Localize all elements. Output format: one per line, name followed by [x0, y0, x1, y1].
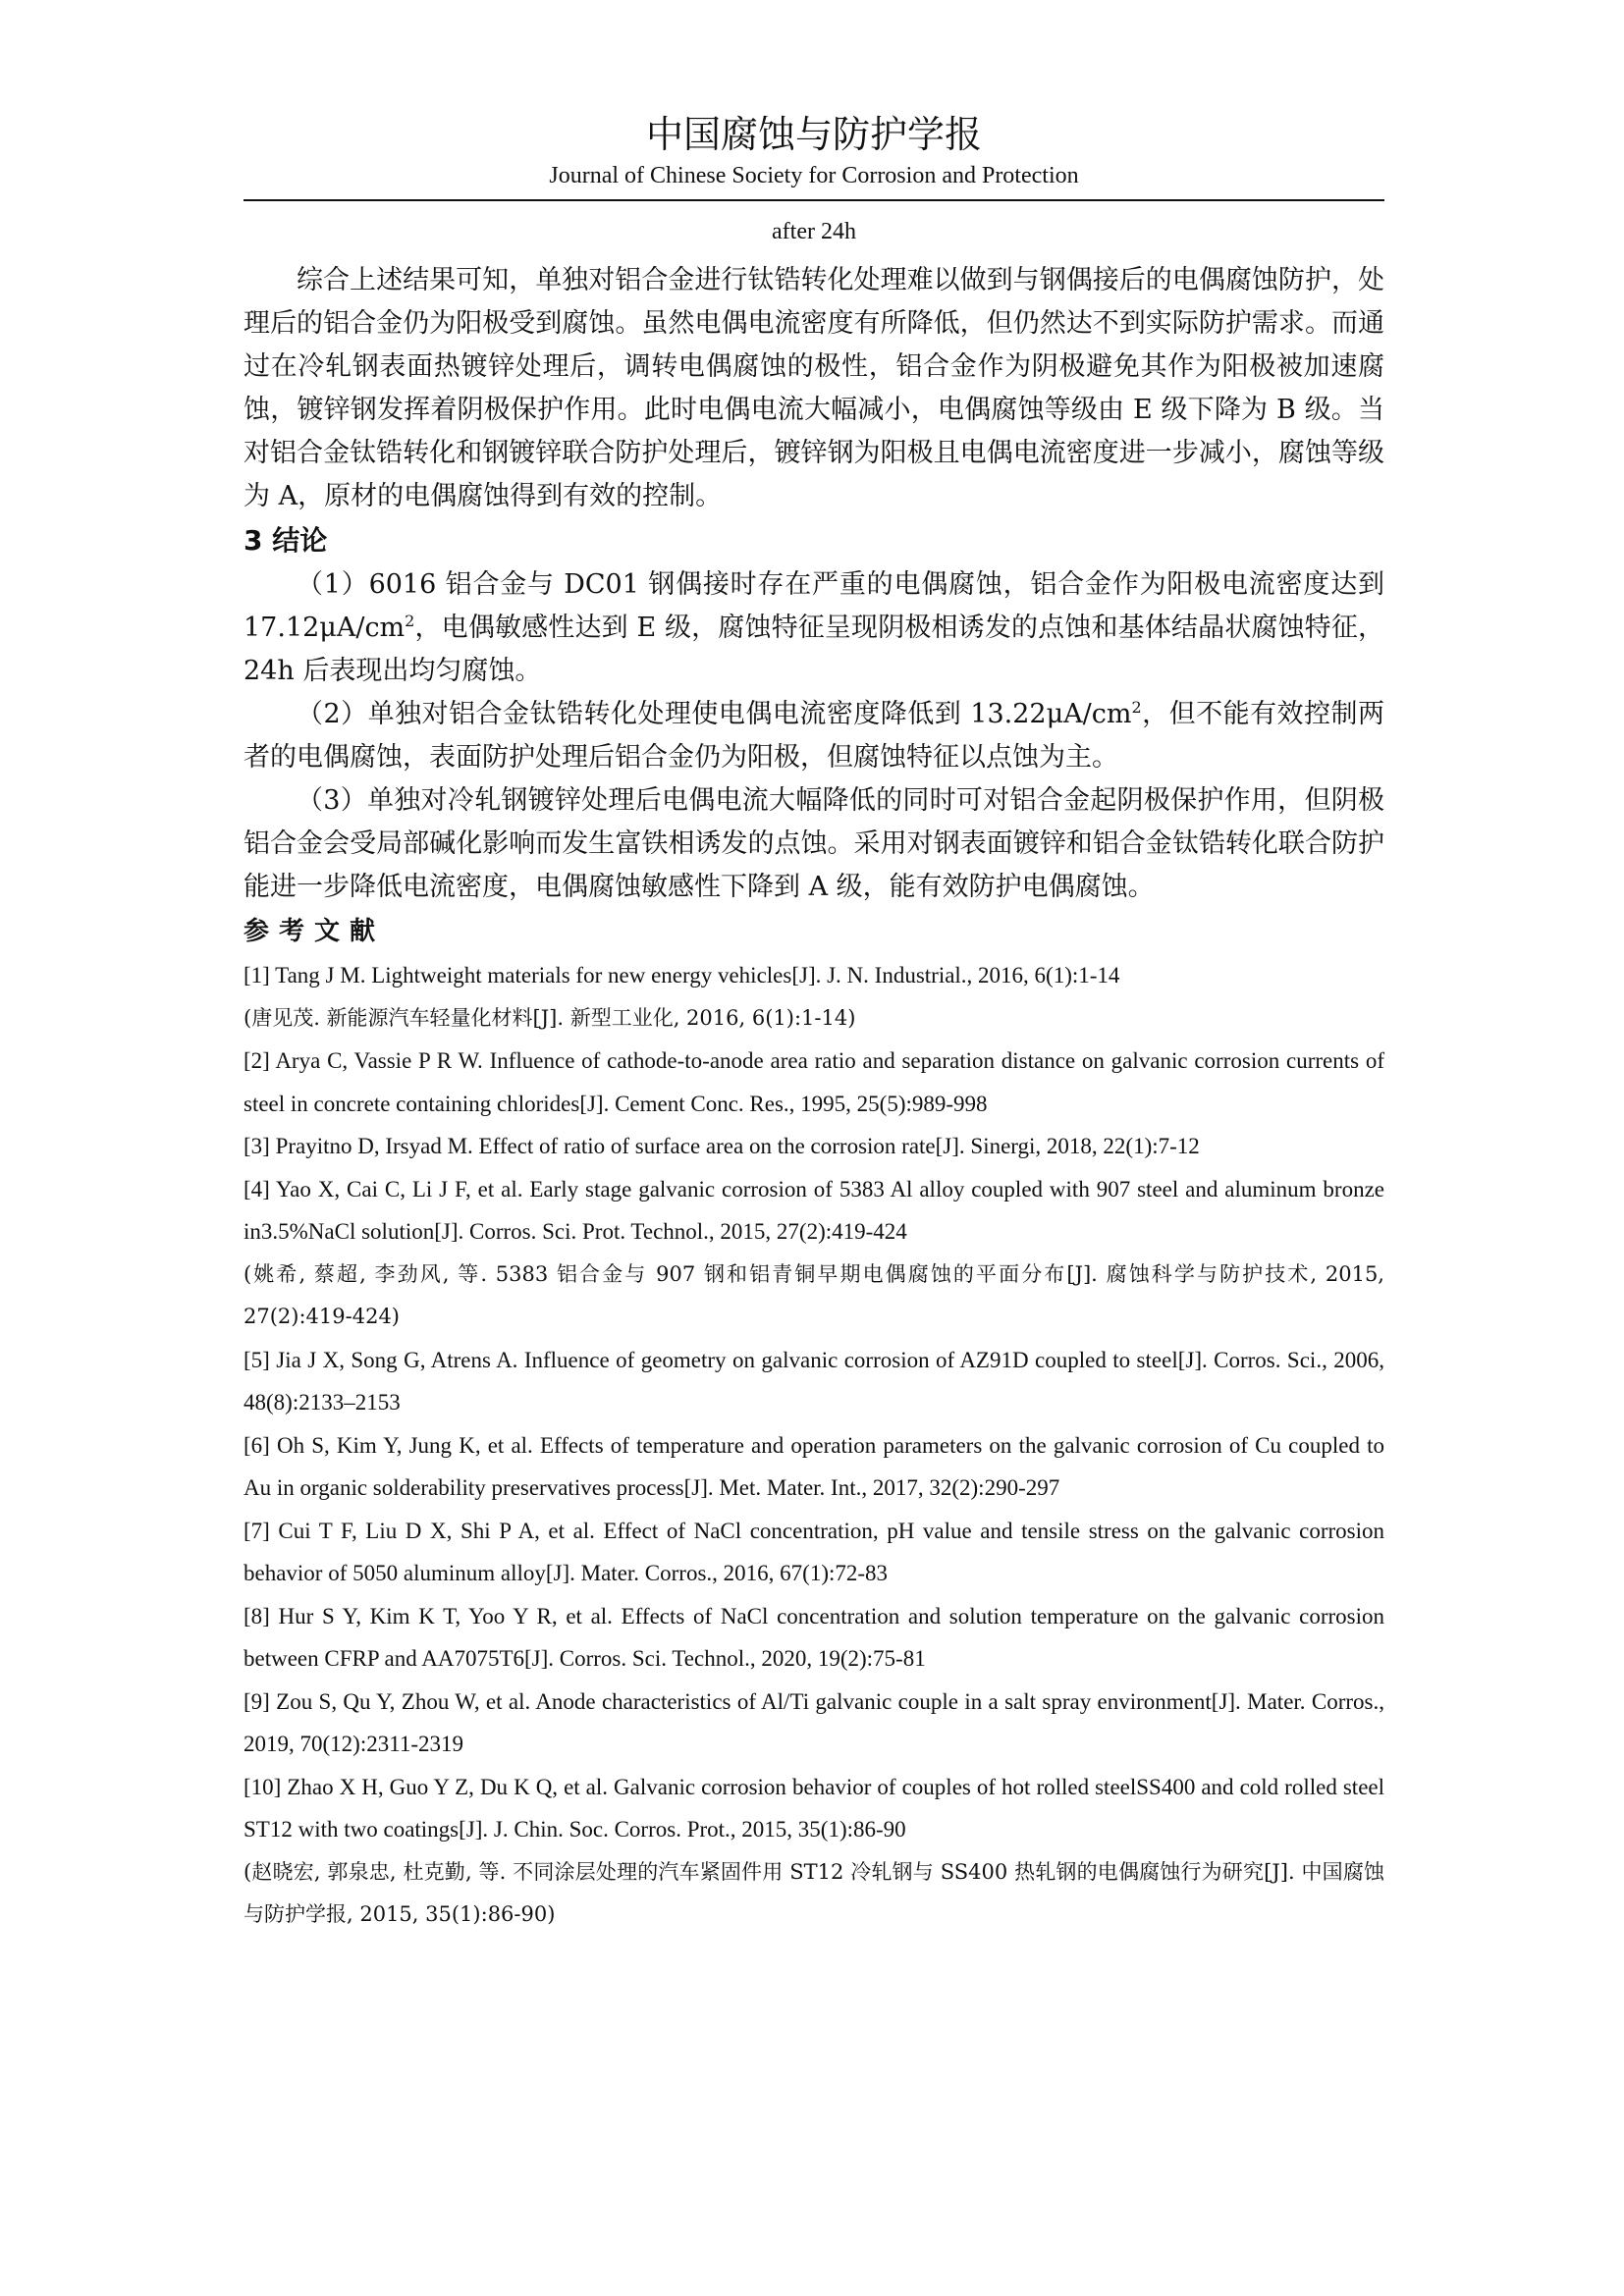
summary-paragraph: 综合上述结果可知，单独对铝合金进行钛锆转化处理难以做到与钢偶接后的电偶腐蚀防护，处理后的铝合金仍为阳极受到腐蚀。虽然电偶电流密度有所降低，但仍然达不到实际防护需求。而通过在冷轧钢表面热镀锌处理后，调转电偶腐蚀的极性，铝合金作为阴极避免其作为阳极被加速腐蚀，镀锌钢发挥着阴极保护作用。此时电偶电流大幅减小，电偶腐蚀等级由 E 级下降为 B 级。当对铝合金钛锆转化和钢镀锌联合防护处理后，镀锌钢为阳极且电偶电流密度进一步减小，腐蚀等级为 A，原材的电偶腐蚀得到有效的控制。 — [244, 265, 1384, 511]
reference-7: [7] Cui T F, Liu D X, Shi P A, et al. Effect of NaCl concentration, pH value and tensile stress on the galvanic corrosion behavior of 5050 aluminum alloy[J]. Mater. Corros., 2016, 67(1):72-83 — [244, 1518, 1384, 1585]
reference-1-chinese: (唐见茂. 新能源汽车轻量化材料[J]. 新型工业化, 2016, 6(1):1-14) — [244, 1005, 856, 1030]
reference-1: [1] Tang J M. Lightweight materials for new energy vehicles[J]. J. N. Industrial., 2016, 6(1):1-14 — [244, 963, 1120, 988]
reference-3: [3] Prayitno D, Irsyad M. Effect of ratio of surface area on the corrosion rate[J]. Sinergi, 2018, 22(1):7-12 — [244, 1134, 1200, 1158]
reference-6: [6] Oh S, Kim Y, Jung K, et al. Effects of temperature and operation parameters on the galvanic corrosion of Cu coupled to Au in organic solderability preservatives process[J]. Met. Mater. Int., 2017, 32(2):290-297 — [244, 1432, 1384, 1500]
reference-4: [4] Yao X, Cai C, Li J F, et al. Early stage galvanic corrosion of 5383 Al alloy coupled with 907 steel and aluminum bronze in3.5%NaCl solution[J]. Corros. Sci. Prot. Technol., 2015, 27(2):419-424 — [244, 1176, 1384, 1244]
conclusion-2-text-b: ，但不能有效控制两者的电偶腐蚀，表面防护处理后铝合金仍为阳极，但腐蚀特征以点蚀为主。 — [244, 699, 1384, 773]
conclusion-1-text-a: （1）6016 铝合金与 DC01 钢偶接时存在严重的电偶腐蚀，铝合金作为阳极电流密度达到 17.12μA/cm — [244, 569, 1384, 643]
main-content — [244, 212, 1384, 1937]
header-divider — [244, 199, 1384, 201]
section-heading-conclusion: 3 结论 — [244, 524, 328, 557]
reference-10: [10] Zhao X H, Guo Y Z, Du K Q, et al. Galvanic corrosion behavior of couples of hot rolled steelSS400 and cold rolled steel ST12 with two coatings[J]. J. Chin. Soc. Corros. Prot., 2015, 35(1):86-90 — [244, 1774, 1384, 1842]
conclusion-3: （3）单独对冷轧钢镀锌处理后电偶电流大幅降低的同时可对铝合金起阴极保护作用，但阴极铝合金会受局部碱化影响而发生富铁相诱发的点蚀。采用对钢表面镀锌和铝合金钛锆转化联合防护能进一步降低电流密度，电偶腐蚀敏感性下降到 A 级，能有效防护电偶腐蚀。 — [244, 785, 1384, 902]
reference-5: [5] Jia J X, Song G, Atrens A. Influence of geometry on galvanic corrosion of AZ91D coupled to steel[J]. Corros. Sci., 2006, 48(8):2133–2153 — [244, 1347, 1384, 1415]
journal-title-english: Journal of Chinese Society for Corrosion and Protection — [549, 163, 1079, 188]
superscript: 2 — [405, 612, 415, 630]
journal-title-chinese: 中国腐蚀与防护学报 — [645, 113, 982, 156]
conclusion-2 — [244, 693, 1384, 779]
reference-9: [9] Zou S, Qu Y, Zhou W, et al. Anode characteristics of Al/Ti galvanic couple in a salt spray environment[J]. Mater. Corros., 2019, 70(12):2311-2319 — [244, 1688, 1384, 1756]
references-heading: 参考文献 — [244, 917, 386, 946]
reference-2: [2] Arya C, Vassie P R W. Influence of cathode-to-anode area ratio and separation distance on galvanic corrosion currents of steel in concrete containing chlorides[J]. Cement Conc. Res., 1995, 25(5):989-998 — [244, 1048, 1384, 1116]
conclusion-2-text-a: （2）单独对铝合金钛锆转化处理使电偶电流密度降低到 13.22μA/cm — [297, 699, 1132, 729]
conclusion-1 — [244, 563, 1384, 693]
reference-4-chinese: (姚希, 蔡超, 李劲风, 等. 5383 铝合金与 907 钢和铝青铜早期电偶腐蚀的平面分布[J]. 腐蚀科学与防护技术, 2015, 27(2):419-424) — [244, 1261, 1384, 1328]
conclusion-1-text-b: ，电偶敏感性达到 E 级，腐蚀特征呈现阴极相诱发的点蚀和基体结晶状腐蚀特征，24h 后表现出均匀腐蚀。 — [244, 613, 1384, 686]
figure-caption-tail: after 24h — [772, 219, 856, 244]
reference-8: [8] Hur S Y, Kim K T, Yoo Y R, et al. Effects of NaCl concentration and solution temperature on the galvanic corrosion between CFRP and AA7075T6[J]. Corros. Sci. Technol., 2020, 19(2):75-81 — [244, 1603, 1384, 1671]
reference-10-chinese: (赵晓宏, 郭泉忠, 杜克勤, 等. 不同涂层处理的汽车紧固件用 ST12 冷轧钢与 SS400 热轧钢的电偶腐蚀行为研究[J]. 中国腐蚀与防护学报, 2015, 35(1):86-90) — [244, 1859, 1384, 1926]
superscript: 2 — [1131, 698, 1142, 717]
journal-header — [244, 110, 1384, 190]
